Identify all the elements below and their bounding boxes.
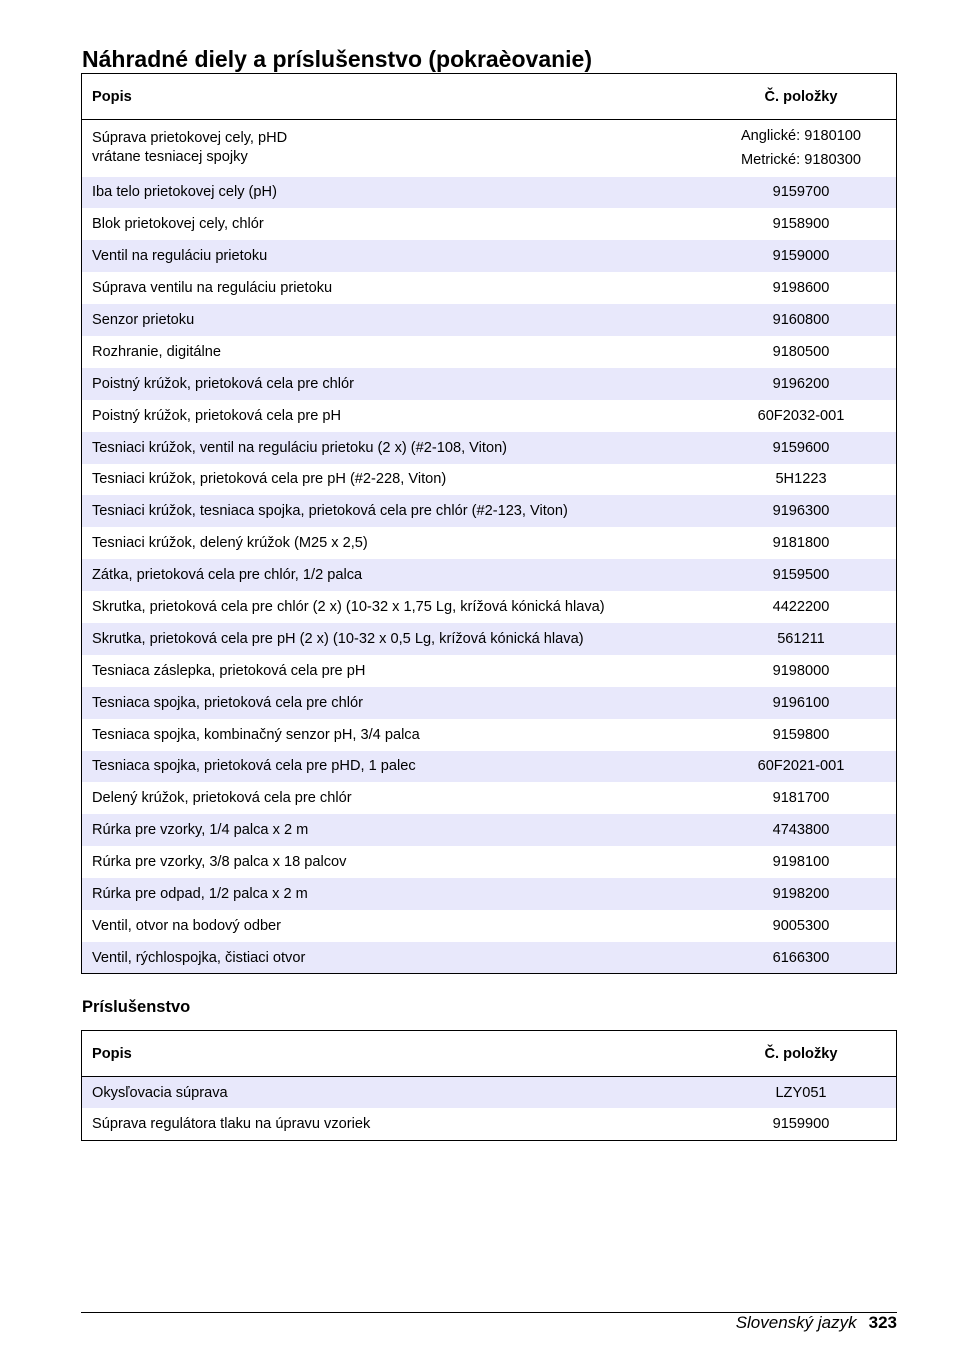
table-row <box>82 527 897 559</box>
row-description: Tesniaci krúžok, delený krúžok (M25 x 2,5) <box>92 535 368 552</box>
row-description <box>82 120 707 177</box>
table-row <box>82 910 897 942</box>
column-header-description: Popis <box>82 1031 707 1077</box>
column-header-item-number: Č. položky <box>706 1031 897 1077</box>
table-row <box>82 751 897 783</box>
table-row <box>82 208 897 240</box>
row-item-number: 9180500 <box>772 343 830 360</box>
row-description: Tesniaci krúžok, prietoková cela pre pH (#2-228, Viton) <box>92 471 447 488</box>
row-item-number: 6166300 <box>772 949 830 966</box>
table-row <box>82 304 897 336</box>
row-description: Ventil, otvor na bodový odber <box>92 917 282 934</box>
page-footer <box>736 1312 897 1333</box>
row-description: Rúrka pre vzorky, 3/8 palca x 18 palcov <box>92 854 347 871</box>
table-row <box>82 719 897 751</box>
row-item-number: 9196300 <box>772 503 830 520</box>
table-row <box>82 878 897 910</box>
table-row <box>82 368 897 400</box>
accessories-table <box>81 1030 897 1141</box>
row-item-number: 9181700 <box>772 790 830 807</box>
row-description: Skrutka, prietoková cela pre chlór (2 x) (10-32 x 1,75 Lg, krížová kónická hlava) <box>92 599 605 616</box>
table-row <box>82 177 897 209</box>
row-description: Poistný krúžok, prietoková cela pre pH <box>92 407 342 424</box>
table-header-row <box>82 1031 897 1077</box>
row-description: Rozhranie, digitálne <box>92 343 221 360</box>
table-row <box>82 120 897 177</box>
row-item-number: 9198100 <box>772 854 830 871</box>
row-item-number: 5H1223 <box>775 471 827 488</box>
row-item-number: 9198000 <box>772 662 830 679</box>
spare-parts-table <box>81 73 897 974</box>
accessories-heading: Príslušenstvo <box>82 998 191 1016</box>
table-row <box>82 336 897 368</box>
table-row <box>82 623 897 655</box>
row-item-number: LZY051 <box>775 1084 827 1101</box>
row-description: Skrutka, prietoková cela pre pH (2 x) (10-32 x 0,5 Lg, krížová kónická hlava) <box>92 630 584 647</box>
table-row <box>82 240 897 272</box>
item-number-metric: Metrické: 9180300 <box>740 152 862 169</box>
row-description: Delený krúžok, prietoková cela pre chlór <box>92 790 352 807</box>
row-item-number: 9159500 <box>772 567 830 584</box>
table-row <box>82 687 897 719</box>
table-row <box>82 846 897 878</box>
row-item-number: 9158900 <box>772 216 830 233</box>
row-item-number: 9159800 <box>772 726 830 743</box>
page-number: 323 <box>868 1313 897 1332</box>
row-item-number: 9198200 <box>772 886 830 903</box>
row-item-number: 9159700 <box>772 184 830 201</box>
table-row <box>82 432 897 464</box>
row-description: Tesniaci krúžok, ventil na reguláciu prietoku (2 x) (#2-108, Viton) <box>92 439 508 456</box>
table-row <box>82 814 897 846</box>
row-item-number: 561211 <box>777 630 825 647</box>
row-item-number: 9159900 <box>772 1116 830 1133</box>
table-row <box>82 272 897 304</box>
row-item-number: 9160800 <box>772 312 830 328</box>
row-description: Tesniaci krúžok, tesniaca spojka, prietoková cela pre chlór (#2-123, Viton) <box>92 503 568 520</box>
table-row <box>82 495 897 527</box>
row-description: Ventil na reguláciu prietoku <box>92 248 268 265</box>
column-header-item-number: Č. položky <box>706 74 897 120</box>
row-description-line: Súprava prietokovej cely, pHD <box>92 130 288 147</box>
table-row <box>82 655 897 687</box>
row-item-number <box>706 120 897 177</box>
item-number-english: Anglické: 9180100 <box>740 128 862 145</box>
row-item-number: 4743800 <box>772 822 830 839</box>
table-row <box>82 1077 897 1109</box>
row-description: Tesniaca spojka, kombinačný senzor pH, 3/4 palca <box>92 726 420 743</box>
row-item-number: 9159000 <box>772 248 830 265</box>
row-description: Zátka, prietoková cela pre chlór, 1/2 palca <box>92 567 363 584</box>
row-description: Tesniaca spojka, prietoková cela pre pHD, 1 palec <box>92 758 416 775</box>
table-row <box>82 591 897 623</box>
row-description: Súprava ventilu na reguláciu prietoku <box>92 280 333 297</box>
row-description: Rúrka pre vzorky, 1/4 palca x 2 m <box>92 822 309 839</box>
row-description: Rúrka pre odpad, 1/2 palca x 2 m <box>92 886 308 903</box>
table-row <box>82 464 897 496</box>
row-description: Blok prietokovej cely, chlór <box>92 216 264 233</box>
row-description: Súprava regulátora tlaku na úpravu vzoriek <box>92 1116 371 1133</box>
row-description: Ventil, rýchlospojka, čistiaci otvor <box>92 949 306 966</box>
table-row <box>82 1108 897 1140</box>
row-description: Okysľovacia súprava <box>92 1084 228 1101</box>
row-description: Senzor prietoku <box>92 312 195 328</box>
row-item-number: 60F2032-001 <box>757 407 845 424</box>
table-row <box>82 782 897 814</box>
row-description: Poistný krúžok, prietoková cela pre chlór <box>92 375 354 392</box>
table-row <box>82 400 897 432</box>
page-title: Náhradné diely a príslušenstvo (pokraèovanie) <box>82 46 592 72</box>
footer-language: Slovenský jazyk <box>735 1313 857 1332</box>
row-item-number: 9005300 <box>772 917 830 934</box>
column-header-description: Popis <box>82 74 707 120</box>
row-description: Iba telo prietokovej cely (pH) <box>92 184 277 201</box>
row-description: Tesniaca spojka, prietoková cela pre chlór <box>92 694 363 711</box>
row-item-number: 9196200 <box>772 375 830 392</box>
table-row <box>82 942 897 974</box>
table-row <box>82 559 897 591</box>
row-item-number: 60F2021-001 <box>757 758 845 775</box>
row-description: Tesniaca záslepka, prietoková cela pre pH <box>92 662 366 679</box>
row-item-number: 9196100 <box>772 694 830 711</box>
row-item-number: 9198600 <box>772 280 830 297</box>
row-item-number: 4422200 <box>772 599 830 616</box>
table-header-row <box>82 74 897 120</box>
row-description-line: vrátane tesniacej spojky <box>92 149 248 166</box>
row-item-number: 9181800 <box>772 535 830 552</box>
row-item-number: 9159600 <box>772 439 830 456</box>
